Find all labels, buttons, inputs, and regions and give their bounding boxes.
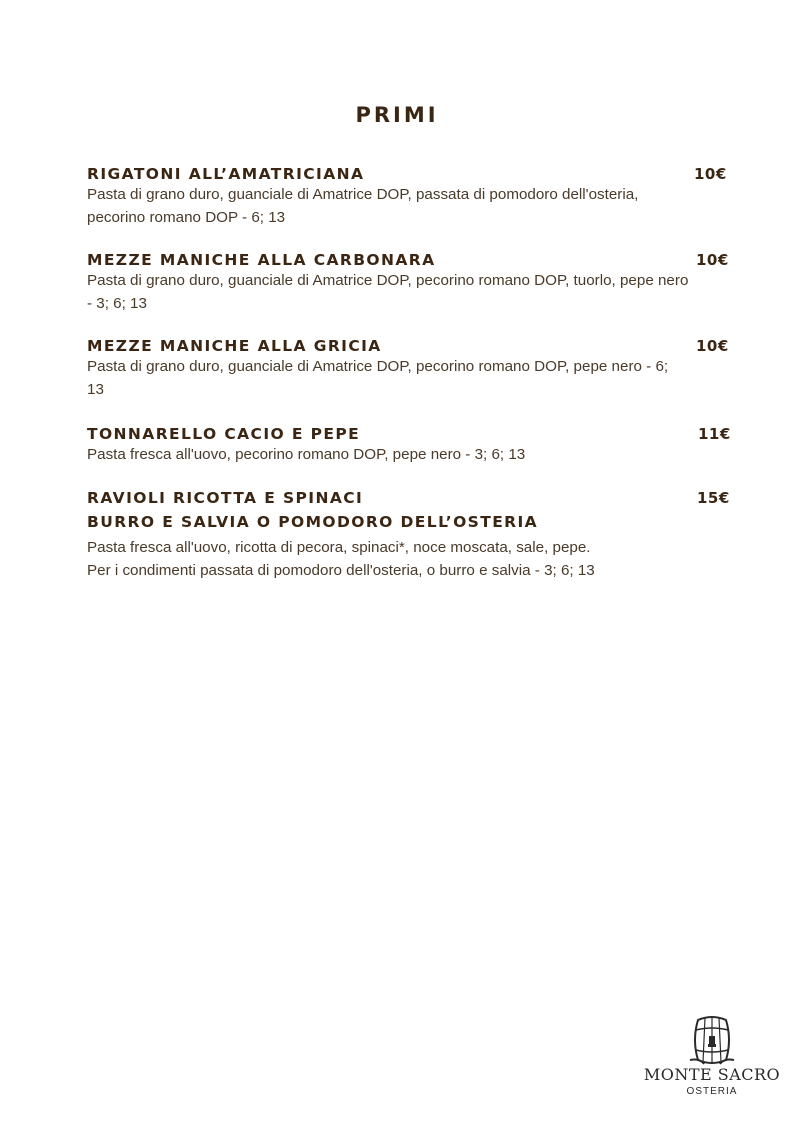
dish-name: MEZZE MANICHE ALLA GRICIA xyxy=(87,337,382,355)
logo-subtitle: OSTERIA xyxy=(686,1086,738,1097)
logo-name: MONTE SACRO xyxy=(643,1065,781,1084)
menu-item xyxy=(87,250,737,315)
dish-description: Pasta di grano duro, guanciale di Amatrice DOP, passata di pomodoro dell'osteria, pecorino romano DOP - 6; 13 xyxy=(87,186,639,226)
menu-item xyxy=(87,336,737,401)
dish-description-line: Pasta fresca all'uovo, ricotta di pecora, spinaci*, noce moscata, sale, pepe. xyxy=(87,539,591,556)
dish-price: 11€ xyxy=(698,425,731,443)
dish-description: Pasta fresca all'uovo, pecorino romano DOP, pepe nero - 3; 6; 13 xyxy=(87,446,526,463)
dish-name: TONNARELLO CACIO E PEPE xyxy=(87,425,361,443)
dish-price: 10€ xyxy=(696,251,729,269)
dish-price: 10€ xyxy=(694,165,727,183)
dish-name: RIGATONI ALL’AMATRICIANA xyxy=(87,165,365,183)
menu-item xyxy=(87,164,737,229)
menu-item xyxy=(87,488,737,582)
page-title: PRIMI xyxy=(355,103,439,127)
dish-subtitle: BURRO E SALVIA O POMODORO DELL’OSTERIA xyxy=(87,513,539,531)
dish-price: 15€ xyxy=(697,489,730,507)
dish-description xyxy=(87,537,727,582)
dish-description: Pasta di grano duro, guanciale di Amatrice DOP, pecorino romano DOP, pepe nero - 6; 13 xyxy=(87,358,669,398)
dish-name: MEZZE MANICHE ALLA CARBONARA xyxy=(87,251,436,269)
menu-item xyxy=(87,424,737,467)
dish-price: 10€ xyxy=(696,337,729,355)
dish-description-line: Per i condimenti passata di pomodoro dell'osteria, o burro e salvia - 3; 6; 13 xyxy=(87,561,595,579)
dish-description: Pasta di grano duro, guanciale di Amatrice DOP, pecorino romano DOP, tuorlo, pepe nero - 3; 6; 13 xyxy=(87,272,689,312)
barrel-icon xyxy=(688,1014,736,1066)
dish-name: RAVIOLI RICOTTA E SPINACI xyxy=(87,489,364,507)
restaurant-logo xyxy=(640,1014,784,1106)
